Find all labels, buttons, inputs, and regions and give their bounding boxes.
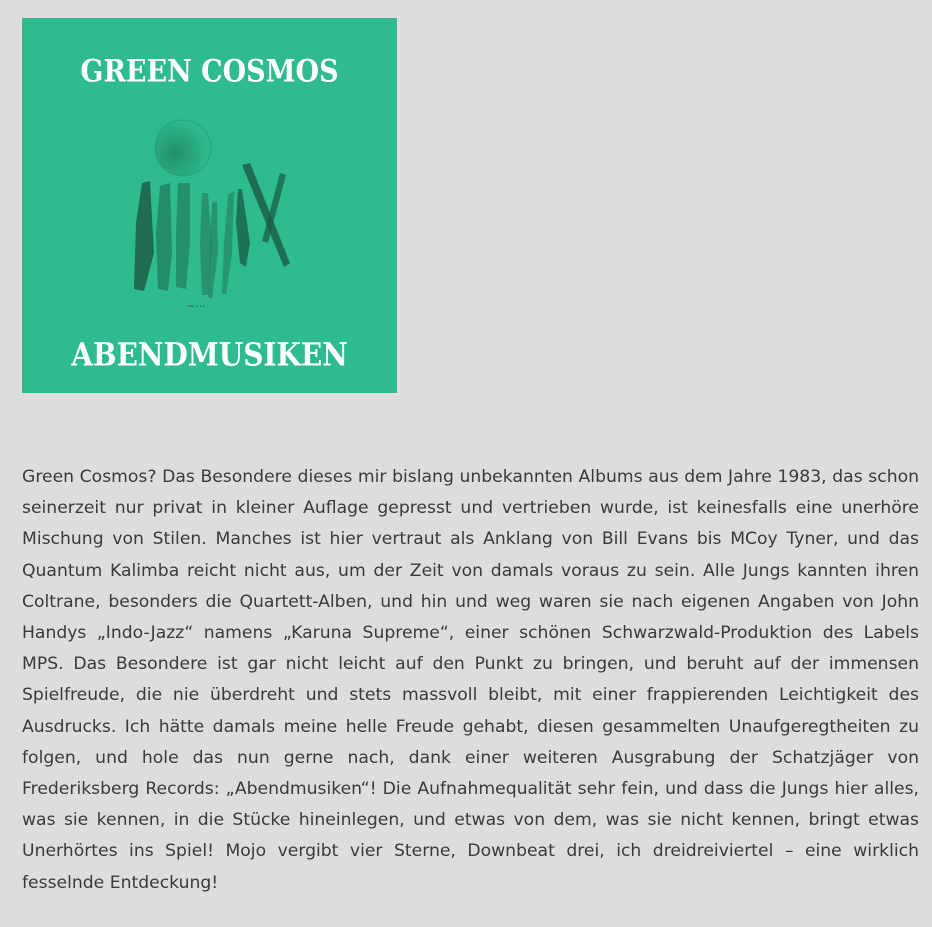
cover-album-title: ABENDMUSIKEN: [71, 335, 348, 374]
album-cover-image: [22, 18, 397, 393]
cover-artwork-icon: [120, 113, 300, 323]
cover-band-name: GREEN COSMOS: [80, 53, 339, 90]
svg-text:ᴷᴺᵒ ᵅ ᵃ ᵇ: ᴷᴺᵒ ᵅ ᵃ ᵇ: [188, 305, 206, 311]
review-paragraph: Green Cosmos? Das Besondere dieses mir bislang unbekannten Albums aus dem Jahre 1983, das schon seinerzeit nur privat in kleiner Auflage gepresst und vertrieben wurde, ist keinesfalls eine unerhöre Mischung von Stilen. Manches ist hier vertraut als Anklang von Bill Evans bis MCoy Tyner, und das Quantum Kalimba reicht nicht aus, um der Zeit von damals voraus zu sein. Alle Jungs kannten ihren Coltrane, besonders die Quartett-Alben, und hin und weg waren sie nach eigenen Angaben von John Handys „Indo-Jazz“ namens „Karuna Supreme“, einer schönen Schwarzwald-Produktion des Labels MPS. Das Besondere ist gar nicht leicht auf den Punkt zu bringen, und beruht auf der immensen Spielfreude, die nie überdreht und stets massvoll bleibt, mit einer frappierenden Leichtigkeit des Ausdrucks. Ich hätte damals meine helle Freude gehabt, diesen gesammelten Unaufgeregtheiten zu folgen, und hole das nun gerne nach, dank einer weiteren Ausgrabung der Schatzjäger von Frederiksberg Records: „Abendmusiken“! Die Aufnahmequalität sehr fein, und dass die Jungs hier alles, was sie kennen, in die Stücke hineinlegen, und etwas von dem, was sie nicht kennen, bringt etwas Unerhörtes ins Spiel! Mojo vergibt vier Sterne, Downbeat drei, ich dreidreiviertel – eine wirklich fesselnde Entdeckung!: [22, 467, 919, 893]
